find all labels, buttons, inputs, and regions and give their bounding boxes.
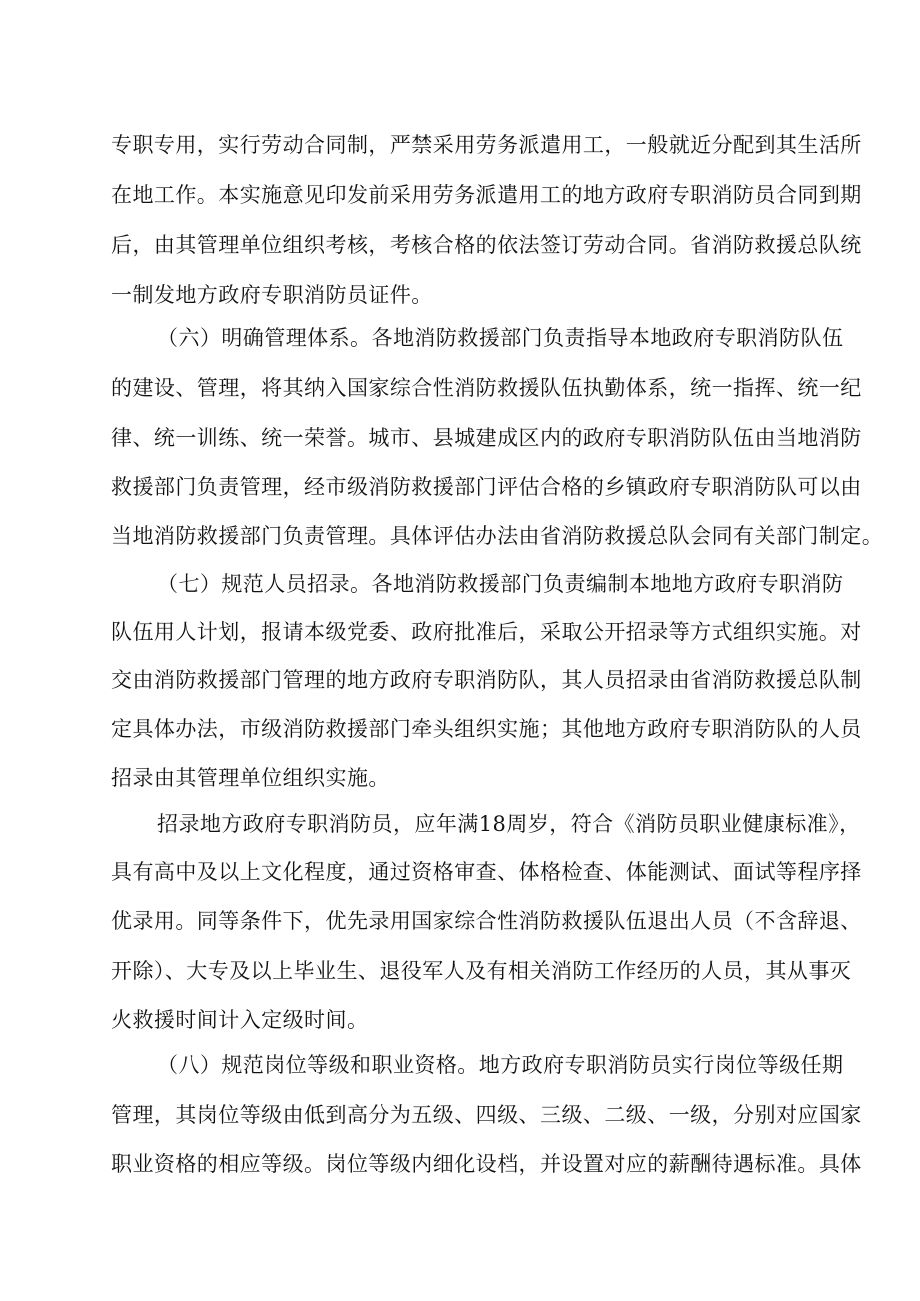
text-line: 开除）、大专及以上毕业生、退役军人及有相关消防工作经历的人员，其从事灭 [111, 959, 852, 983]
text-line: 救援部门负责管理，经市级消防救援部门评估合格的乡镇政府专职消防队可以由 [111, 475, 862, 499]
text-line: 具有高中及以上文化程度，通过资格审查、体格检查、体能测试、面试等程序择 [111, 860, 862, 884]
text-line: （八）规范岗位等级和职业资格。地方政府专职消防员实行岗位等级任期 [157, 1053, 844, 1077]
text-line: 专职专用，实行劳动合同制，严禁采用劳务派遣用工，一般就近分配到其生活所 [111, 133, 862, 157]
text-line: 定具体办法，市级消防救援部门牵头组织实施；其他地方政府专职消防队的人员 [111, 717, 862, 741]
text-line: 火救援时间计入定级时间。 [111, 1008, 369, 1032]
text-line: 管理，其岗位等级由低到高分为五级、四级、三级、二级、一级，分别对应国家 [111, 1103, 862, 1127]
text-line: （六）明确管理体系。各地消防救援部门负责指导本地政府专职消防队伍 [157, 326, 844, 350]
text-line: （七）规范人员招录。各地消防救援部门负责编制本地地方政府专职消防 [157, 572, 844, 596]
text-line: 当地消防救援部门负责管理。具体评估办法由省消防救援总队会同有关部门制定。 [111, 524, 884, 548]
text-line: 在地工作。本实施意见印发前采用劳务派遣用工的地方政府专职消防员合同到期 [111, 183, 862, 207]
text-line: 后，由其管理单位组织考核，考核合格的依法签订劳动合同。省消防救援总队统 [111, 233, 862, 257]
text-line: 律、统一训练、统一荣誉。城市、县城建成区内的政府专职消防队伍由当地消防 [111, 426, 862, 450]
text-line: 招录由其管理单位组织实施。 [111, 766, 390, 790]
text-line: 一制发地方政府专职消防员证件。 [111, 283, 433, 307]
text-line: 优录用。同等条件下，优先录用国家综合性消防救援队伍退出人员（不含辞退、 [111, 909, 862, 933]
text-line: 招录地方政府专职消防员，应年满18周岁，符合《消防员职业健康标准》， [157, 812, 861, 836]
text-line: 队伍用人计划，报请本级党委、政府批准后，采取公开招录等方式组织实施。对 [111, 620, 862, 644]
text-line: 职业资格的相应等级。岗位等级内细化设档，并设置对应的薪酬待遇标准。具体 [111, 1152, 862, 1176]
text-line: 的建设、管理，将其纳入国家综合性消防救援队伍执勤体系，统一指挥、统一纪 [111, 376, 862, 400]
text-line: 交由消防救援部门管理的地方政府专职消防队，其人员招录由省消防救援总队制 [111, 668, 862, 692]
